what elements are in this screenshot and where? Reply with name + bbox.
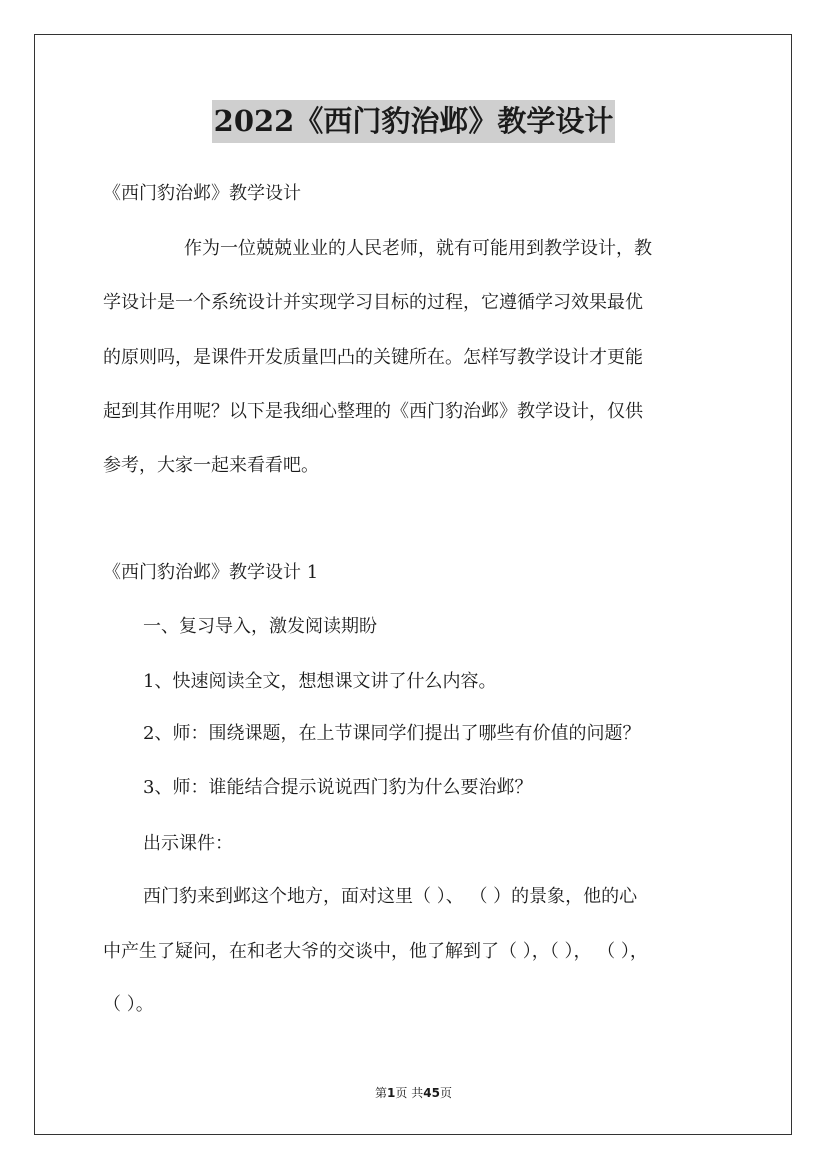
courseware-line-1: 西门豹来到邺这个地方，面对这里（ ）、 （ ）的景象，他的心	[143, 886, 638, 907]
intro-line-2: 学设计是一个系统设计并实现学习目标的过程，它遵循学习效果最优	[103, 292, 643, 313]
intro-line-3: 的原则吗，是课件开发质量凹凸的关键所在。怎样写教学设计才更能	[103, 347, 643, 368]
section-heading-1: 一、复习导入，激发阅读期盼	[143, 616, 377, 637]
intro-line-4: 起到其作用呢？以下是我细心整理的《西门豹治邺》教学设计，仅供	[103, 401, 643, 422]
section-title: 《西门豹治邺》教学设计 1	[103, 562, 319, 583]
intro-line-1: 作为一位兢兢业业的人民老师，就有可能用到教学设计，教	[184, 238, 652, 259]
footer-prefix: 第	[375, 1086, 388, 1100]
document-subtitle: 《西门豹治邺》教学设计	[103, 183, 301, 204]
footer-current-page: 1	[387, 1086, 396, 1100]
step-2: 2、师：围绕课题，在上节课同学们提出了哪些有价值的问题？	[143, 723, 641, 744]
courseware-line-2: 中产生了疑问，在和老大爷的交谈中，他了解到了（ ），（ ）， （ ），	[103, 941, 648, 962]
step-3: 3、师：谁能结合提示说说西门豹为什么要治邺？	[143, 777, 533, 798]
page-footer	[0, 1084, 827, 1101]
footer-middle: 页 共	[395, 1086, 424, 1100]
courseware-line-3: （ ）。	[103, 994, 154, 1015]
intro-line-5: 参考，大家一起来看看吧。	[103, 455, 319, 476]
footer-suffix: 页	[439, 1086, 452, 1100]
courseware-label: 出示课件：	[143, 833, 233, 854]
document-title: 2022《西门豹治邺》教学设计	[212, 100, 616, 143]
step-1: 1、快速阅读全文，想想课文讲了什么内容。	[143, 671, 497, 692]
title-container	[0, 100, 827, 143]
footer-total-pages: 45	[423, 1086, 440, 1100]
